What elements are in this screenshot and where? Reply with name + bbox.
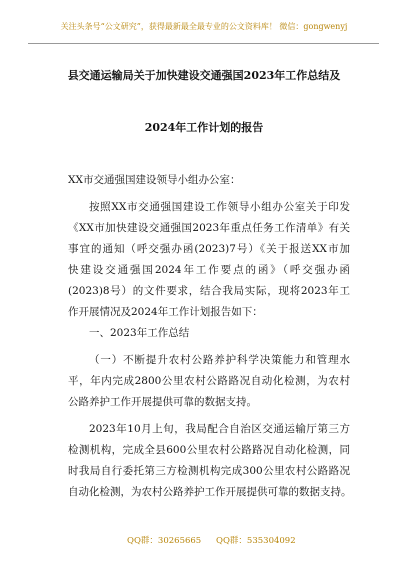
footer-qq-group-2: QQ群：535304092	[216, 536, 296, 546]
body-line: (2023)8号）的文件要求，结合我局实际，现将2023年工	[68, 285, 350, 297]
header-banner: 关注头条号“公文研究”，获得最新最全最专业的公文资料库！ 微信：gongwenyj	[60, 22, 348, 31]
paragraph-line: 检测机构，完成全县600公里农村公路路况自动化检测，同	[68, 444, 350, 456]
subsection-line: （一）不断提升农村公路养护科学决策能力和管理水	[89, 354, 350, 366]
footer	[0, 534, 408, 548]
document-title-line-2: 2024年工作计划的报告	[144, 121, 264, 134]
document-title-line-1: 县交通运输局关于加快建设交通强国2023年工作总结及	[67, 69, 341, 82]
paragraph-line: 2023年10月上旬，我局配合自治区交通运输厅第三方	[89, 423, 350, 435]
subsection-line: 公路养护工作开展提供可靠的数据支持。	[68, 396, 257, 408]
body-line: 作开展情况及2024年工作计划报告如下：	[68, 306, 263, 318]
body-line: 《XX市加快建设交通强国2023年重点任务工作清单》有关	[68, 222, 350, 234]
paragraph-line: 时我局自行委托第三方检测机构完成300公里农村公路路况	[68, 465, 350, 477]
subsection-line: 平，年内完成2800公里农村公路路况自动化检测，为农村	[68, 375, 350, 387]
header-divider	[28, 43, 379, 44]
footer-qq-group-1: QQ群：30265665	[127, 536, 202, 546]
recipient: XX市交通强国建设领导小组办公室：	[68, 174, 241, 186]
section-heading: 一、2023年工作总结	[89, 327, 190, 339]
body-line: 事宜的通知（呼交强办函(2023)7号）《关于报送XX市加	[68, 243, 350, 255]
body-line: 快建设交通强国2024年工作要点的函》（呼交强办函	[68, 264, 350, 276]
paragraph-line: 自动化检测，为农村公路养护工作开展提供可靠的数据支持。	[68, 486, 352, 498]
body-line: 按照XX市交通强国建设工作领导小组办公室关于印发	[89, 201, 350, 213]
